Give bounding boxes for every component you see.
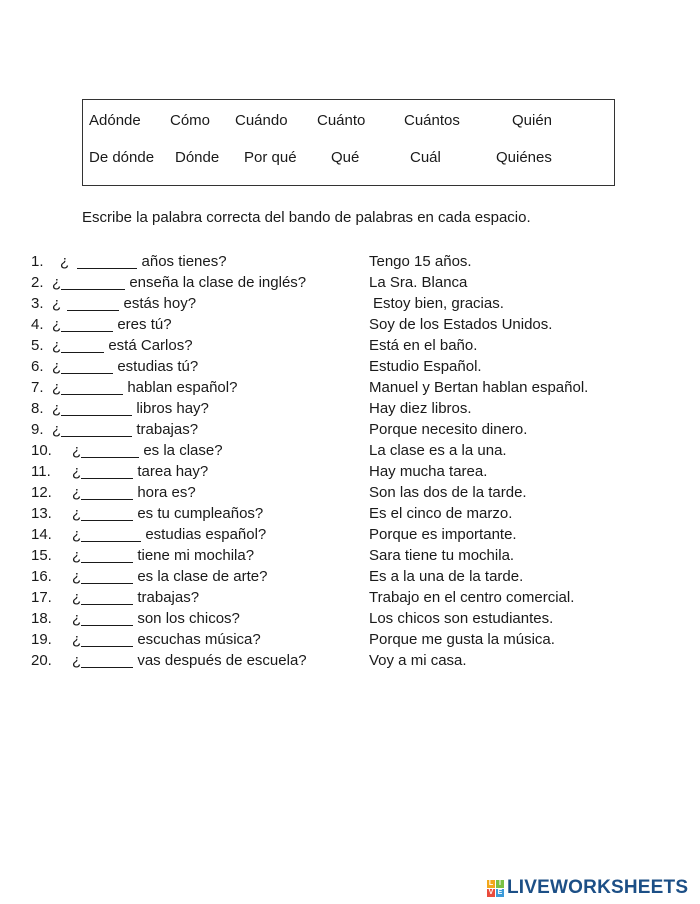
question-number: 8. (31, 400, 44, 417)
answer-blank[interactable] (81, 569, 133, 584)
question-number: 20. (31, 652, 52, 669)
question-mark: ¿ (52, 379, 62, 396)
answer-text: Hay mucha tarea. (369, 463, 488, 480)
question-number: 10. (31, 442, 52, 459)
answer-text: Porque es importante. (369, 526, 517, 543)
question-mark: ¿ (72, 631, 82, 648)
word-bank (82, 99, 615, 186)
answer-blank[interactable] (77, 254, 137, 269)
answer-text: Es a la una de la tarde. (369, 568, 524, 585)
question-mark: ¿ (72, 589, 82, 606)
answer-blank[interactable] (61, 401, 132, 416)
answer-blank[interactable] (61, 422, 132, 437)
question-number: 13. (31, 505, 52, 522)
answer-blank[interactable] (81, 485, 133, 500)
answer-text: Estoy bien, gracias. (373, 295, 504, 312)
word-bank-item: Cuántos (404, 112, 460, 129)
answer-text: Los chicos son estudiantes. (369, 610, 554, 627)
answer-text: Estudio Español. (369, 358, 482, 375)
question-number: 17. (31, 589, 52, 606)
answer-blank[interactable] (67, 296, 119, 311)
question-mark: ¿ (72, 442, 82, 459)
answer-blank[interactable] (81, 590, 133, 605)
word-bank-item: Qué (331, 149, 360, 166)
question-number: 12. (31, 484, 52, 501)
question-number: 19. (31, 631, 52, 648)
question-mark: ¿ (72, 484, 82, 501)
answer-blank[interactable] (81, 443, 139, 458)
question-mark: ¿ (60, 253, 70, 270)
question-mark: ¿ (52, 400, 62, 417)
question-mark: ¿ (72, 547, 82, 564)
answer-blank[interactable] (81, 548, 133, 563)
question-mark: ¿ (72, 652, 82, 669)
question-mark: ¿ (52, 274, 62, 291)
question-text: es la clase? (143, 442, 223, 459)
question-number: 5. (31, 337, 44, 354)
answer-text: Porque me gusta la música. (369, 631, 555, 648)
question-mark: ¿ (52, 358, 62, 375)
word-bank-item: Cómo (170, 112, 211, 129)
word-bank-item: Por qué (244, 149, 297, 166)
question-number: 15. (31, 547, 52, 564)
question-mark: ¿ (52, 316, 62, 333)
question-text: estudias tú? (117, 358, 199, 375)
question-text: vas después de escuela? (137, 652, 307, 669)
question-text: hablan español? (127, 379, 238, 396)
instructions: Escribe la palabra correcta del bando de palabras en cada espacio. (82, 209, 531, 226)
answer-text: Está en el baño. (369, 337, 478, 354)
answer-blank[interactable] (81, 653, 133, 668)
answer-text: Sara tiene tu mochila. (369, 547, 515, 564)
question-mark: ¿ (72, 610, 82, 627)
logo-letter: I (496, 880, 504, 888)
question-mark: ¿ (72, 526, 82, 543)
word-bank-item: Cuánto (317, 112, 366, 129)
answer-text: La clase es a la una. (369, 442, 507, 459)
answer-text: Trabajo en el centro comercial. (369, 589, 575, 606)
question-number: 3. (31, 295, 44, 312)
live-blocks-icon (487, 880, 504, 897)
question-mark: ¿ (72, 505, 82, 522)
answer-blank[interactable] (61, 380, 123, 395)
question-text: estás hoy? (123, 295, 197, 312)
question-text: trabajas? (137, 589, 200, 606)
logo-letter: V (488, 888, 494, 896)
answer-text: La Sra. Blanca (369, 274, 468, 291)
answer-text: Es el cinco de marzo. (369, 505, 513, 522)
logo-letter: E (497, 888, 503, 896)
logo-text: LIVEWORKSHEETS (507, 877, 689, 898)
question-text: trabajas? (136, 421, 199, 438)
answer-text: Son las dos de la tarde. (369, 484, 527, 501)
answer-blank[interactable] (61, 275, 125, 290)
word-bank-item: Adónde (89, 112, 141, 129)
question-text: es la clase de arte? (137, 568, 268, 585)
answer-blank[interactable] (81, 527, 141, 542)
answer-blank[interactable] (81, 464, 133, 479)
question-text: años tienes? (141, 253, 227, 270)
question-mark: ¿ (52, 421, 62, 438)
question-mark: ¿ (52, 295, 62, 312)
word-bank-item: Quién (512, 112, 553, 129)
question-text: tarea hay? (137, 463, 209, 480)
answer-text: Voy a mi casa. (369, 652, 467, 669)
answer-blank[interactable] (61, 317, 113, 332)
question-text: enseña la clase de inglés? (129, 274, 307, 291)
question-number: 4. (31, 316, 44, 333)
liveworksheets-logo[interactable] (487, 877, 688, 899)
answer-blank[interactable] (81, 632, 133, 647)
answer-text: Hay diez libros. (369, 400, 472, 417)
question-number: 9. (31, 421, 44, 438)
word-bank-item: Quiénes (496, 149, 552, 166)
answer-text: Porque necesito dinero. (369, 421, 528, 438)
question-text: es tu cumpleaños? (137, 505, 264, 522)
question-text: son los chicos? (137, 610, 240, 627)
question-number: 2. (31, 274, 44, 291)
question-text: eres tú? (117, 316, 172, 333)
word-bank-item: Cuándo (235, 112, 288, 129)
question-text: escuchas música? (137, 631, 261, 648)
question-mark: ¿ (72, 463, 82, 480)
answer-text: Soy de los Estados Unidos. (369, 316, 553, 333)
answer-blank[interactable] (61, 359, 113, 374)
logo-letter: L (488, 879, 494, 887)
question-number: 6. (31, 358, 44, 375)
question-number: 11. (31, 463, 51, 480)
word-bank-item: Dónde (175, 149, 220, 166)
answer-blank[interactable] (61, 338, 104, 353)
question-number: 7. (31, 379, 44, 396)
answer-text: Tengo 15 años. (369, 253, 472, 270)
answer-text: Manuel y Bertan hablan español. (369, 379, 589, 396)
question-number: 14. (31, 526, 52, 543)
answer-blank[interactable] (81, 611, 133, 626)
question-text: tiene mi mochila? (137, 547, 255, 564)
question-number: 18. (31, 610, 52, 627)
question-number: 16. (31, 568, 52, 585)
question-number: 1. (31, 253, 44, 270)
question-text: hora es? (137, 484, 196, 501)
question-text: libros hay? (136, 400, 209, 417)
word-bank-item: De dónde (89, 149, 155, 166)
answer-blank[interactable] (81, 506, 133, 521)
question-text: estudias español? (145, 526, 267, 543)
question-mark: ¿ (72, 568, 82, 585)
question-text: está Carlos? (108, 337, 193, 354)
word-bank-item: Cuál (410, 149, 441, 166)
question-mark: ¿ (52, 337, 62, 354)
